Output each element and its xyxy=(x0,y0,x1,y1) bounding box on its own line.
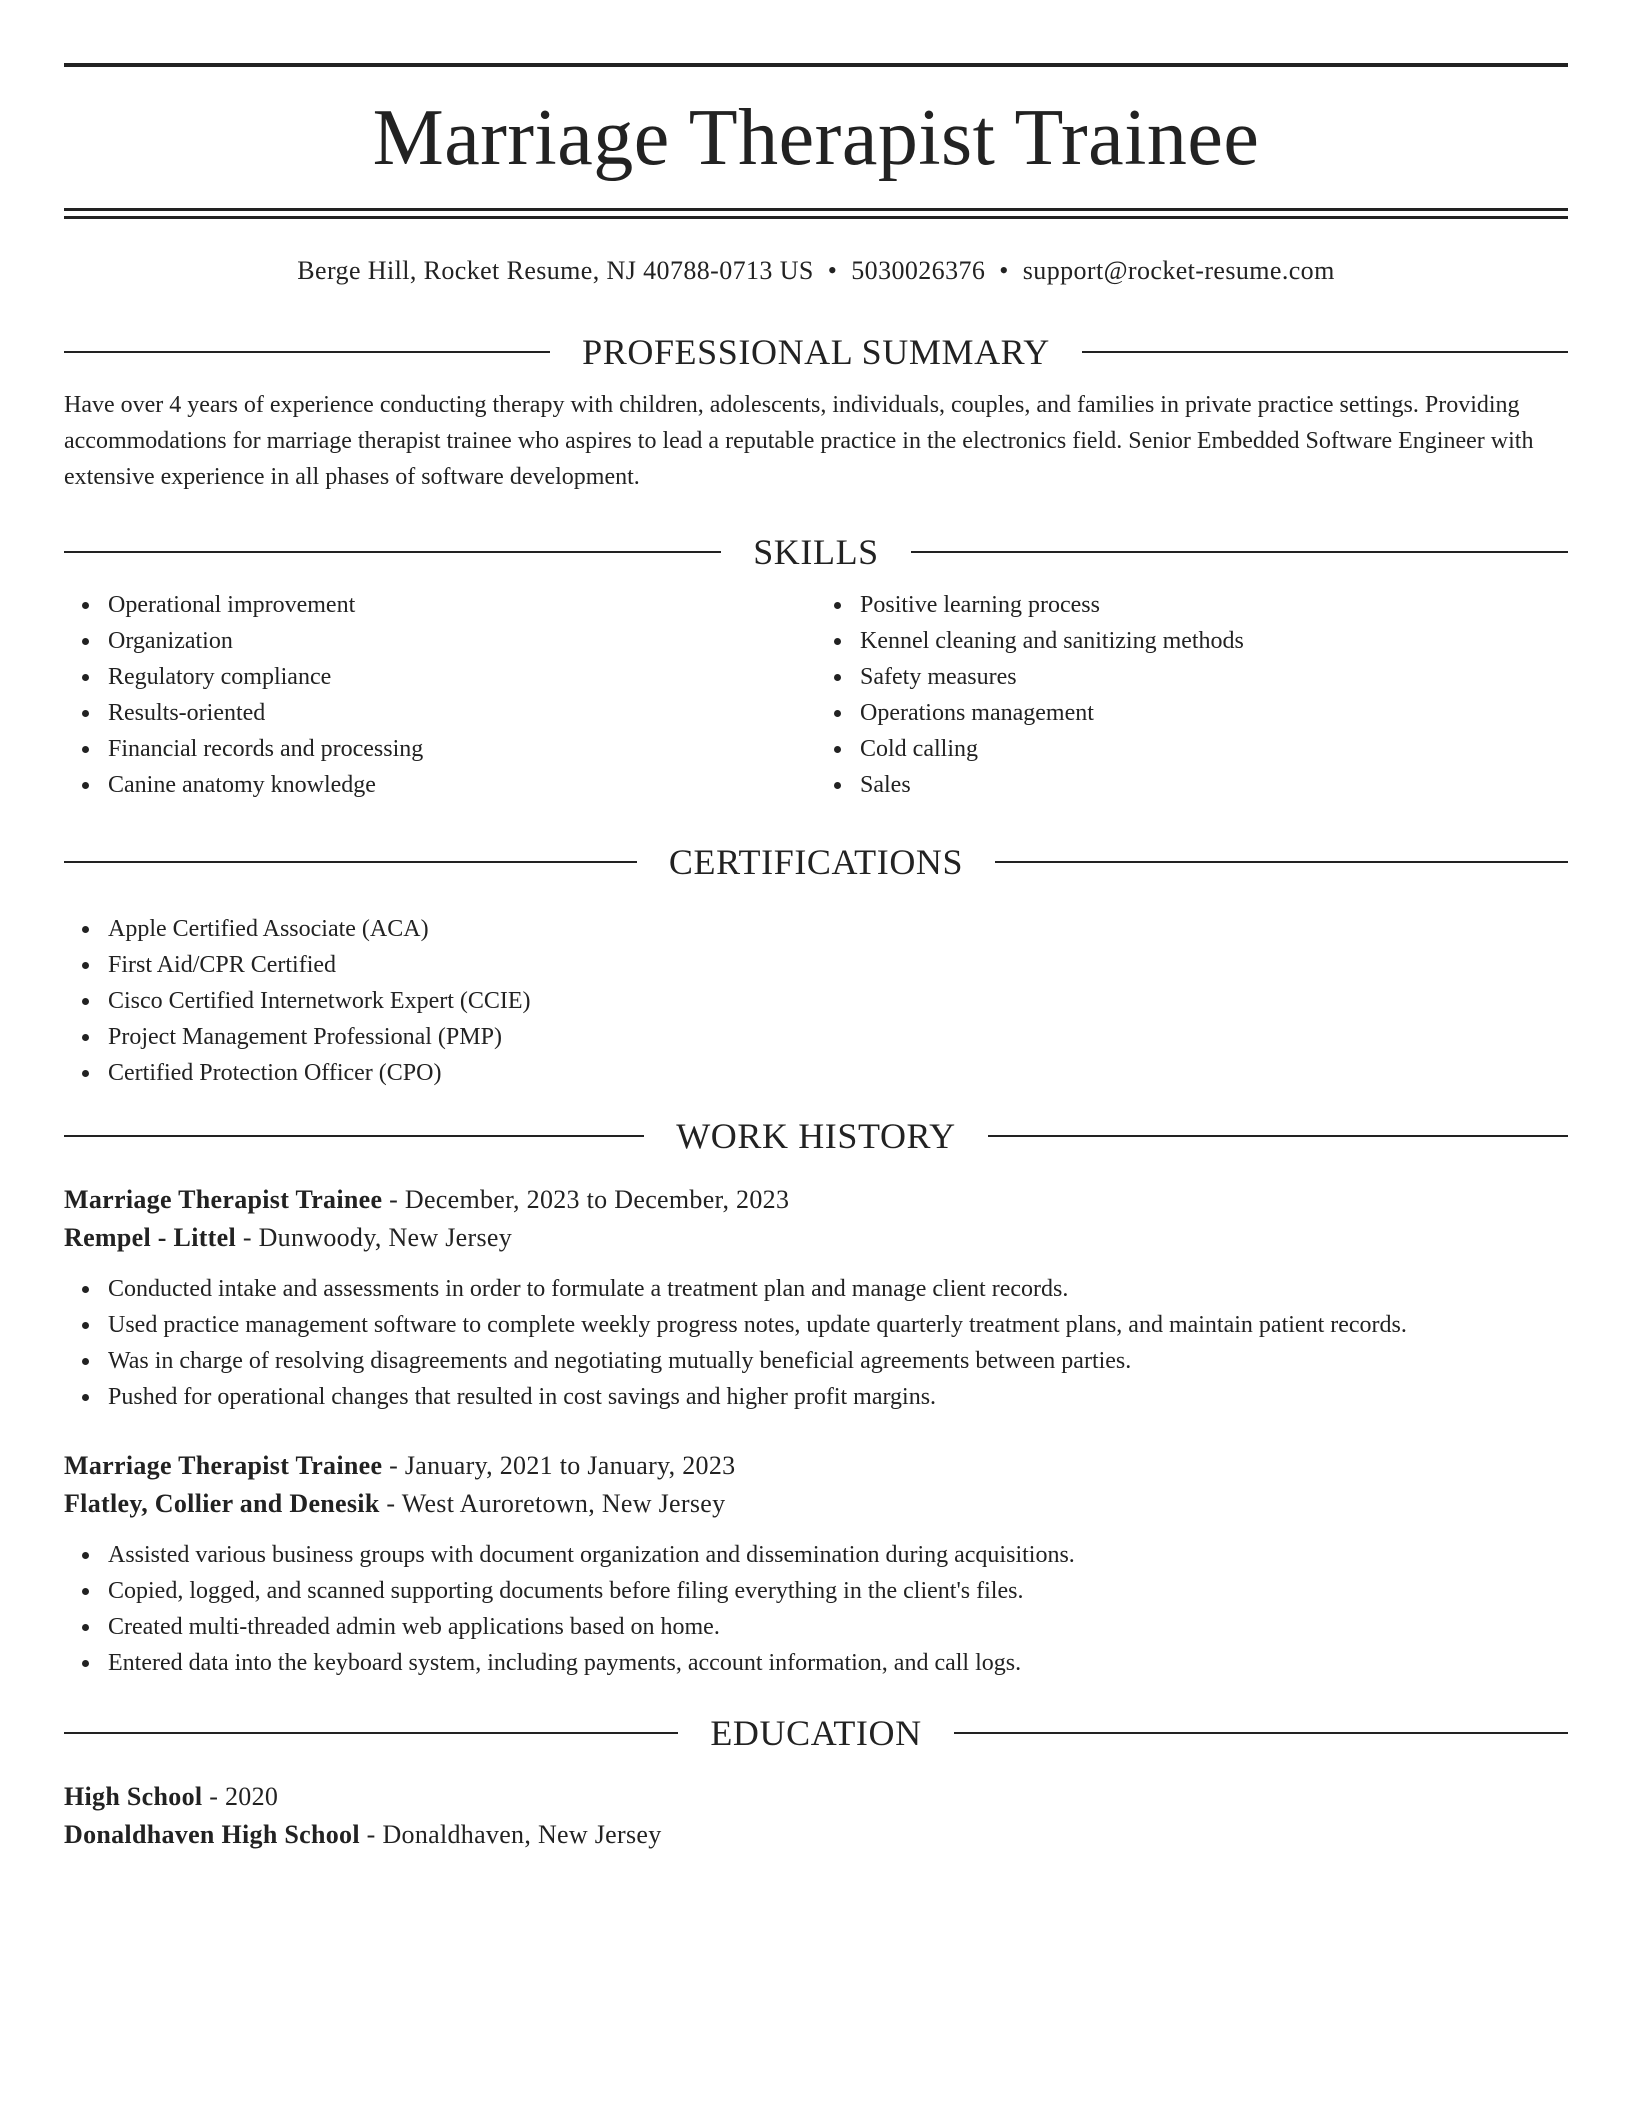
skill-item: Safety measures xyxy=(860,659,1568,695)
skill-item: Cold calling xyxy=(860,731,1568,767)
education-school: Donaldhaven High School xyxy=(64,1820,360,1849)
job-bullet: Assisted various business groups with document organization and dissemination during acquisitions. xyxy=(108,1537,1568,1573)
certification-item: First Aid/CPR Certified xyxy=(108,947,1568,983)
job-title: Marriage Therapist Trainee xyxy=(64,1451,383,1480)
education-heading: EDUCATION xyxy=(710,1713,922,1753)
education-degree: High School xyxy=(64,1782,203,1811)
skill-item: Operations management xyxy=(860,695,1568,731)
header-bottom-rule xyxy=(64,208,1568,211)
summary-section xyxy=(64,327,1568,495)
resume-title: Marriage Therapist Trainee xyxy=(372,94,1260,182)
skills-column-right xyxy=(816,587,1568,803)
certifications-heading: CERTIFICATIONS xyxy=(668,842,964,882)
education-degree-line: High School - 2020 xyxy=(64,1782,279,1811)
skills-section xyxy=(64,527,1568,803)
heading-rule-right xyxy=(988,1135,1568,1137)
section-heading xyxy=(64,1708,1568,1758)
job-dates: December, 2023 to December, 2023 xyxy=(404,1185,790,1214)
skill-item: Kennel cleaning and sanitizing methods xyxy=(860,623,1568,659)
summary-heading: PROFESSIONAL SUMMARY xyxy=(582,332,1050,372)
job-entry xyxy=(64,1447,1568,1681)
skills-column-left xyxy=(64,587,816,803)
heading-rule-left xyxy=(64,551,721,553)
section-heading xyxy=(64,837,1568,887)
header-top-rule xyxy=(64,63,1568,67)
job-company-line: Flatley, Collier and Denesik - West Auroretown, New Jersey xyxy=(64,1489,726,1518)
job-title-line: Marriage Therapist Trainee - January, 2021 to January, 2023 xyxy=(64,1451,736,1480)
skill-item: Results-oriented xyxy=(108,695,816,731)
section-heading xyxy=(64,1111,1568,1161)
skills-columns xyxy=(64,587,1568,803)
work-history-section xyxy=(64,1111,1568,1681)
skills-heading: SKILLS xyxy=(753,532,879,572)
contact-separator: • xyxy=(999,256,1009,285)
skill-item: Organization xyxy=(108,623,816,659)
skill-item: Positive learning process xyxy=(860,587,1568,623)
heading-rule-right xyxy=(995,861,1568,863)
skill-item: Regulatory compliance xyxy=(108,659,816,695)
skill-item: Financial records and processing xyxy=(108,731,816,767)
contact-phone: 5030026376 xyxy=(851,256,986,285)
skill-item: Sales xyxy=(860,767,1568,803)
heading-rule-left xyxy=(64,861,637,863)
job-bullet: Was in charge of resolving disagreements and negotiating mutually beneficial agreements between parties. xyxy=(108,1343,1568,1379)
job-bullet: Pushed for operational changes that resulted in cost savings and higher profit margins. xyxy=(108,1379,1568,1415)
job-bullet: Entered data into the keyboard system, including payments, account information, and call logs. xyxy=(108,1645,1568,1681)
section-heading xyxy=(64,527,1568,577)
education-location: Donaldhaven, New Jersey xyxy=(382,1820,662,1849)
contact-address: Berge Hill, Rocket Resume, NJ 40788-0713 US xyxy=(297,256,814,285)
section-heading xyxy=(64,327,1568,377)
heading-rule-left xyxy=(64,1135,644,1137)
summary-text: Have over 4 years of experience conducting therapy with children, adolescents, individuals, couples, and families in private practice settings. Providing accommodations for marriage therapist trainee who aspires to lead a reputable practice in the electronics field. Senior Embedded Software Engineer with extensive experience in all phases of software development. xyxy=(64,392,1534,490)
certification-item: Project Management Professional (PMP) xyxy=(108,1019,1568,1055)
certification-item: Cisco Certified Internetwork Expert (CCIE) xyxy=(108,983,1568,1019)
job-location: Dunwoody, New Jersey xyxy=(258,1223,513,1252)
header-bottom-rule-second xyxy=(64,216,1568,219)
education-entry xyxy=(64,1778,1568,1854)
skill-item: Operational improvement xyxy=(108,587,816,623)
job-location: West Auroretown, New Jersey xyxy=(401,1489,726,1518)
work-history-heading: WORK HISTORY xyxy=(676,1116,956,1156)
job-bullet: Conducted intake and assessments in order to formulate a treatment plan and manage client records. xyxy=(108,1271,1568,1307)
contact-line xyxy=(64,253,1568,289)
certification-item: Certified Protection Officer (CPO) xyxy=(108,1055,1568,1091)
education-year: 2020 xyxy=(224,1782,279,1811)
certifications-section xyxy=(64,837,1568,1091)
contact-email: support@rocket-resume.com xyxy=(1022,256,1335,285)
job-dates: January, 2021 to January, 2023 xyxy=(404,1451,736,1480)
job-title: Marriage Therapist Trainee xyxy=(64,1185,383,1214)
job-bullet: Used practice management software to complete weekly progress notes, update quarterly treatment plans, and maintain patient records. xyxy=(108,1307,1568,1343)
job-company-line: Rempel - Littel - Dunwoody, New Jersey xyxy=(64,1223,513,1252)
job-company: Flatley, Collier and Denesik xyxy=(64,1489,380,1518)
heading-rule-left xyxy=(64,1732,678,1734)
job-title-line: Marriage Therapist Trainee - December, 2023 to December, 2023 xyxy=(64,1185,790,1214)
heading-rule-right xyxy=(954,1732,1568,1734)
job-bullet: Copied, logged, and scanned supporting documents before filing everything in the client's files. xyxy=(108,1573,1568,1609)
heading-rule-right xyxy=(911,551,1568,553)
education-section xyxy=(64,1708,1568,1854)
job-company: Rempel - Littel xyxy=(64,1223,237,1252)
heading-rule-right xyxy=(1082,351,1568,353)
education-school-line: Donaldhaven High School - Donaldhaven, New Jersey xyxy=(64,1820,662,1849)
contact-separator: • xyxy=(827,256,838,285)
skill-item: Canine anatomy knowledge xyxy=(108,767,816,803)
certification-item: Apple Certified Associate (ACA) xyxy=(108,911,1568,947)
heading-rule-left xyxy=(64,351,550,353)
job-bullet: Created multi-threaded admin web applications based on home. xyxy=(108,1609,1568,1645)
job-entry xyxy=(64,1181,1568,1415)
